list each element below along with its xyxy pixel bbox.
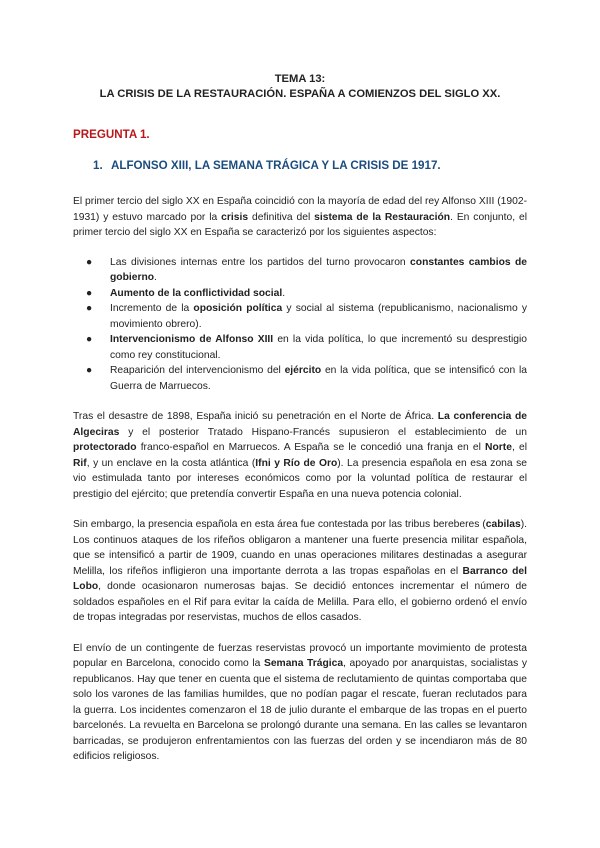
bold-run: Norte bbox=[485, 442, 512, 453]
section-number: 1. bbox=[93, 159, 103, 172]
text-run: en la vida política, lo que incrementó su desprestigio como rey constitucional. bbox=[110, 334, 527, 361]
text-run: ). Los continuos ataques de los rifeños obligaron a mantener una fuerte presencia militar española, que se intensificó a partir de 1909, cuando en unas operaciones militares destinadas a asegurar Melilla, los rifeños infligieron una importante derrota a las tropas españolas en el bbox=[73, 519, 527, 577]
text-run: Tras el desastre de 1898, España inició su penetración en el Norte de África. bbox=[73, 411, 438, 422]
bold-run: La conferencia de Algeciras bbox=[73, 411, 527, 438]
title-line-2: LA CRISIS DE LA RESTAURACIÓN. ESPAÑA A COMIENZOS DEL SIGLO XX. bbox=[99, 88, 501, 100]
bold-run: Barranco del Lobo bbox=[73, 565, 528, 592]
text-run: en la vida política, que se intensificó con la Guerra de Marruecos. bbox=[110, 365, 527, 392]
title-line-1: TEMA 13: bbox=[274, 73, 326, 85]
text-run: definitiva del bbox=[248, 211, 315, 223]
bullet-icon: ● bbox=[86, 365, 93, 376]
bold-run: Ifni y Río de Oro bbox=[255, 457, 338, 469]
bold-run: crisis bbox=[221, 211, 249, 223]
text-run: franco-español en Marruecos. A España se le concedió una franja en el bbox=[136, 442, 486, 453]
text-run: ). La presencia española en esa zona se vio estimulada tanto por intereses económicos como por la voluntad política de restaurar el prestigio del ejército; que pretendía convertir España en una nueva potencia colonial. bbox=[73, 457, 527, 500]
text-run: , el bbox=[511, 442, 527, 453]
list-item bbox=[73, 255, 527, 286]
bold-run: Intervencionismo de Alfonso XIII bbox=[110, 334, 274, 345]
paragraph-3 bbox=[73, 517, 527, 626]
text-run: , apoyado por anarquistas, socialistas y republicanos. Hay que tener en cuenta que el sistema de reclutamiento de quintas comportaba que solo los varones de las familias humildes, que no podían pagar el rescate, fueran reclutados para la guerra. Los incidentes comenzaron el 18 de julio durante el embarque de las tropas en el puerto barcelonés. La revuelta en Barcelona se prolongó durante una semana. En las calles se levantaron barricadas, se produjeron enfrentamientos con las fuerzas del orden y se incendiaron más de 80 edificios religiosos. bbox=[73, 658, 528, 762]
bold-run: sistema de la Restauración bbox=[314, 211, 451, 223]
text-run: Las divisiones internas entre los partidos del turno provocaron bbox=[110, 256, 411, 268]
text-run: El envío de un contingente de fuerzas reservistas provocó un importante movimiento de protesta popular en Barcelona, conocido como la bbox=[73, 642, 527, 669]
section-title: ALFONSO XIII, LA SEMANA TRÁGICA Y LA CRISIS DE 1917. bbox=[111, 159, 441, 172]
text-run: Sin embargo, la presencia española en esta área fue contestada por las tribus bereberes ( bbox=[73, 519, 486, 530]
document-title bbox=[73, 72, 527, 102]
bold-run: Semana Trágica bbox=[263, 658, 344, 669]
section-heading bbox=[93, 159, 527, 172]
bold-run: Aumento de la conflictividad social bbox=[110, 287, 283, 299]
list-item bbox=[73, 286, 527, 302]
list-item bbox=[73, 301, 527, 332]
bold-run: Rif bbox=[73, 457, 87, 469]
text-run: , y un enclave en la costa atlántica ( bbox=[86, 457, 256, 469]
bullet-icon: ● bbox=[86, 287, 93, 299]
list-item bbox=[73, 363, 527, 394]
text-run: El primer tercio del siglo XX en España coincidió con la mayoría de edad del rey Alfonso XIII (1902-1931) y estuvo marcado por la bbox=[73, 196, 527, 223]
aspects-list bbox=[73, 255, 527, 395]
bullet-icon: ● bbox=[86, 256, 93, 268]
bold-run: cabilas bbox=[485, 519, 521, 530]
text-run: . En conjunto, el primer tercio del siglo XX en España se caracterizó por los siguientes aspectos: bbox=[73, 211, 528, 238]
paragraph-4 bbox=[73, 641, 527, 765]
bold-run: protectorado bbox=[73, 442, 137, 453]
bold-run: oposición política bbox=[193, 303, 283, 314]
paragraph-2 bbox=[73, 409, 527, 502]
text-run: y social al sistema (republicanismo, nacionalismo y movimiento obrero). bbox=[110, 303, 528, 330]
text-run: . bbox=[154, 272, 157, 283]
question-label: PREGUNTA 1. bbox=[73, 128, 150, 141]
bullet-icon: ● bbox=[86, 303, 93, 314]
bold-run: ejército bbox=[284, 365, 322, 376]
text-run: . bbox=[282, 287, 286, 299]
text-run: Incremento de la bbox=[110, 303, 194, 314]
bold-run: constantes cambios de gobierno bbox=[110, 256, 528, 283]
list-item bbox=[73, 332, 527, 363]
text-run: Reaparición del intervencionismo del bbox=[110, 365, 285, 376]
text-run: , donde ocasionaron numerosas bajas. Se decidió entonces incrementar el número de soldados españoles en el Rif para evitar la caída de Melilla. Para ello, el gobierno ordenó el envío de tropas integradas por reservistas, muchos de ellos casados. bbox=[73, 581, 527, 623]
text-run: y el posterior Tratado Hispano-Francés supusieron el establecimiento de un bbox=[119, 426, 527, 438]
bullet-icon: ● bbox=[86, 334, 93, 345]
paragraph-1 bbox=[73, 194, 527, 241]
